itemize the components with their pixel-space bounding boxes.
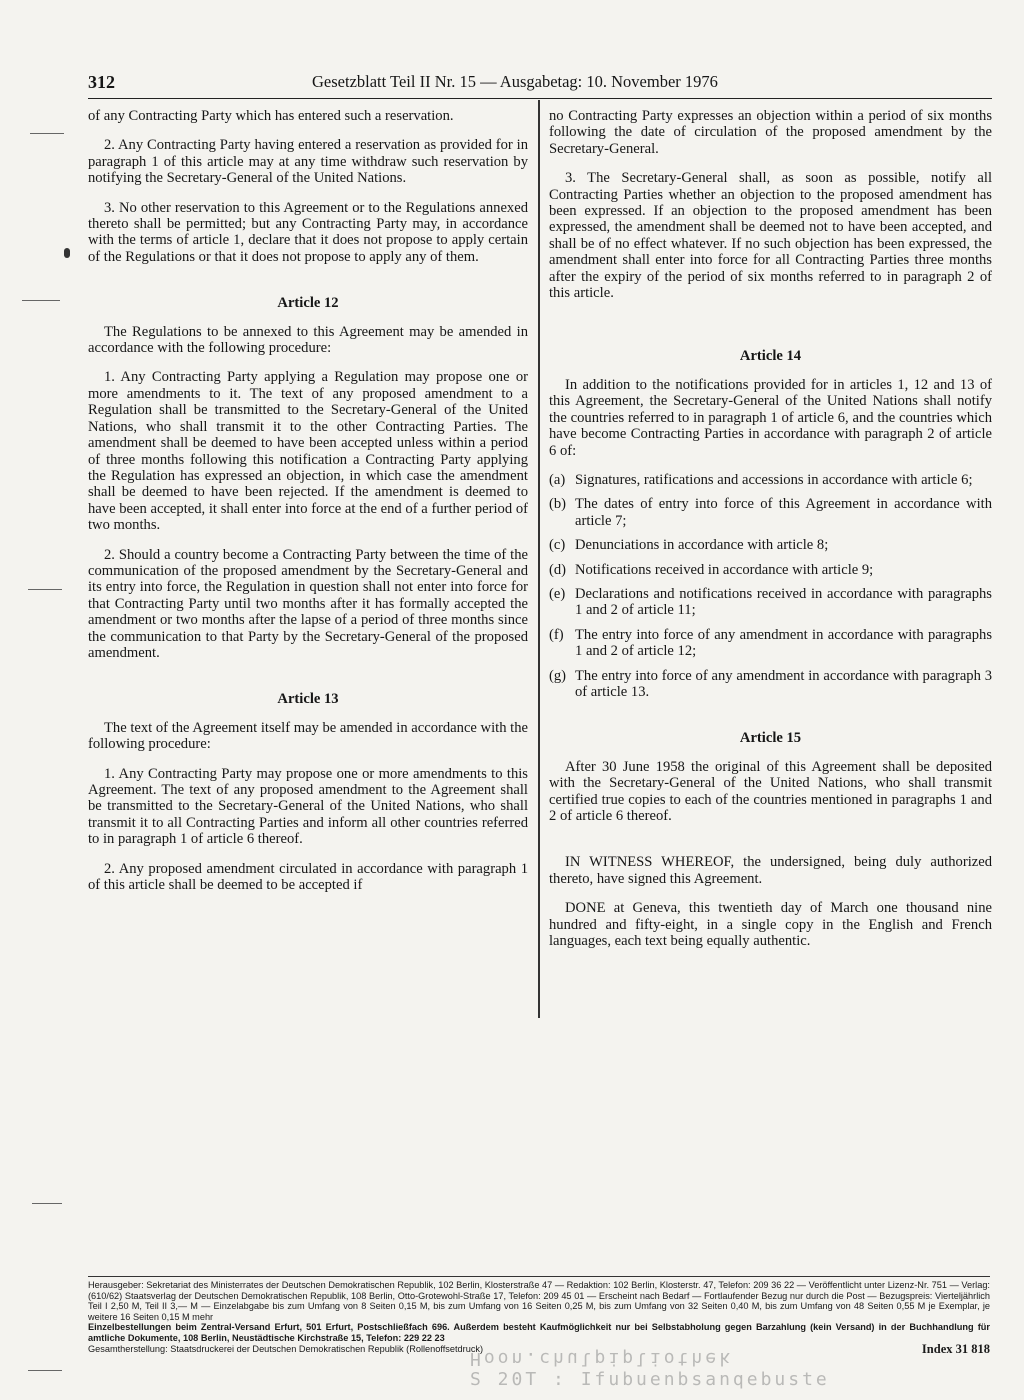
paragraph: 2. Any proposed amendment circulated in accordance with paragraph 1 of this article shall be deemed to be accepted if — [88, 860, 528, 894]
list-item: (d) Notifications received in accordance with article 9; — [549, 561, 874, 578]
imprint-printer: Gesamtherstellung: Staatsdruckerei der Deutschen Demokratischen Republik (Rollenoffsetdruck) — [88, 1343, 484, 1354]
margin-mark — [22, 300, 60, 301]
right-column — [549, 108, 992, 962]
imprint-orders: Einzelbestellungen beim Zentral-Versand Erfurt, 501 Erfurt, Postschließfach 696. Außerdem besteht Kaufmöglichkeit nur bei Selbstabholung gegen Barzahlung (kein Versand) in der Buchhandlung für amtliche Dokumente, 108 Berlin, Neustädtische Kirchstraße 15, Telefon: 229 22 23 — [88, 1322, 990, 1343]
paragraph: of any Contracting Party which has entered such a reservation. — [88, 108, 454, 124]
paragraph: 3. The Secretary-General shall, as soon as possible, notify all Contracting Parties whether an objection to the proposed amendment has been expressed. If an objection to the proposed amendment has been expressed, the amendment shall be deemed not to have been accepted, and shall be of no effect whatever. If no such objection has been expressed, the amendment shall enter into force for all Contracting Parties three months after the expiry of the period of six months referred to in paragraph 2 of this article. — [549, 170, 992, 302]
list-item: (b) The dates of entry into force of this Agreement in accordance with article 7; — [549, 496, 992, 529]
paragraph: 1. Any Contracting Party applying a Regulation may propose one or more amendments to it. The text of any proposed amendment to a Regulation shall be transmitted to the Secretary-General of the United Nations, who shall transmit it to the other Contracting Parties. The amendment shall be deemed to have been accepted unless within a period of three months following this notification a Contracting Party applying the Regulation has expressed an objection, in which case the amendment shall be deemed to have been rejected. If the amendment is deemed to have been accepted, it shall enter into force at the end of a further period of two months. — [88, 369, 528, 534]
paragraph: 2. Should a country become a Contracting Party between the time of the communication of the proposed amendment by the Secretary-General and its entry into force, the Regulation in question shall not enter into force for that Contracting Party until two months after it has formally accepted the amendment or two months after the lapse of a period of three months since the communication to that Party by the Secretary-General of the proposed amendment. — [88, 546, 528, 661]
article-heading: Article 12 — [277, 295, 339, 312]
margin-mark — [28, 1370, 62, 1371]
paragraph: 2. Any Contracting Party having entered a reservation as provided for in paragraph 1 of this article may at any time withdraw such reservation by notifying the Secretary-General of the United Nations. — [88, 137, 528, 187]
left-column — [88, 108, 528, 906]
margin-mark — [32, 1203, 62, 1204]
margin-mark — [30, 133, 64, 134]
imprint-publisher: Herausgeber: Sekretariat des Ministerrates der Deutschen Demokratischen Republik, 102 Berlin, Klosterstraße 47 — Redaktion: 102 Berlin, Klosterstr. 47, Telefon: 209 36 22 — Veröffentlicht unter Lizenz-Nr. 751 — Verlag: (610/62) Staatsverlag der Deutschen Demokratischen Republik, 108 Berlin, Otto-Grotewohl-Straße 17, Telefon: 209 45 01 — Erscheint nach Bedarf — Fortlaufender Bezug nur durch die Post — Bezugspreis: Vierteljährlich Teil I 2,50 M, Teil II 3,— M — Einzelabgabe bis zum Umfang von 8 Seiten 0,15 M, bis zum Umfang von 16 Seiten 0,25 M, bis zum Umfang von 32 Seiten 0,40 M, bis zum Umfang von 48 Seiten 0,55 M je Exemplar, je weitere 16 Seiten 0,15 M mehr — [88, 1280, 990, 1322]
list-item: (f) The entry into force of any amendment in accordance with paragraphs 1 and 2 of article 12; — [549, 626, 992, 660]
margin-mark — [64, 248, 70, 258]
paragraph: The Regulations to be annexed to this Agreement may be amended in accordance with the following procedure: — [88, 323, 528, 357]
notification-list — [549, 472, 992, 700]
article-heading: Article 15 — [739, 730, 802, 747]
stamp-line: S 20T : Ifubuenbsanqebuste — [470, 1369, 830, 1390]
column-divider — [538, 100, 540, 1018]
article-heading: Article 14 — [739, 348, 802, 365]
paragraph: no Contracting Party expresses an objection within a period of six months following the date of circulation of the proposed amendment by the Secretary-General. — [549, 108, 992, 157]
list-item: (e) Declarations and notifications received in accordance with paragraphs 1 and 2 of article 11; — [549, 585, 992, 619]
paragraph: IN WITNESS WHEREOF, the undersigned, being duly authorized thereto, have signed this Agreement. — [549, 854, 992, 887]
paragraph: In addition to the notifications provided for in articles 1, 12 and 13 of this Agreement, the Secretary-General of the United Nations shall notify the countries referred to in paragraph 1 of article 6, and the countries which have become Contracting Parties in accordance with paragraph 2 of article 6 of: — [549, 376, 992, 459]
index-number: Index 31 818 — [921, 1341, 990, 1356]
running-title: Gesetzblatt Teil II Nr. 15 — Ausgabetag: 10. November 1976 — [312, 72, 718, 91]
page-number: 312 — [88, 72, 115, 92]
stamp-line: Hoon.chulpipliothek — [470, 1348, 733, 1369]
margin-mark — [28, 589, 62, 590]
library-stamp — [470, 1348, 930, 1396]
paragraph: After 30 June 1958 the original of this Agreement shall be deposited with the Secretary-General of the United Nations, who shall transmit certified true copies to each of the countries mentioned in paragraphs 1 and 2 of article 6 thereof. — [549, 758, 992, 824]
page-header — [88, 70, 992, 99]
paragraph: DONE at Geneva, this twentieth day of March one thousand nine hundred and fifty-eight, in a single copy in the English and French languages, each text being equally authentic. — [549, 900, 992, 950]
paragraph: The text of the Agreement itself may be amended in accordance with the following procedure: — [88, 719, 528, 753]
list-item: (c) Denunciations in accordance with article 8; — [549, 537, 829, 554]
list-item: (a) Signatures, ratifications and accessions in accordance with article 6; — [549, 471, 973, 488]
imprint-footer — [88, 1276, 990, 1354]
paragraph: 3. No other reservation to this Agreement or to the Regulations annexed thereto shall be permitted; but any Contracting Party may, in accordance with the terms of article 1, declare that it does not propose to apply certain of the Regulations or that it does not propose to apply any of them. — [88, 199, 528, 265]
list-item: (g) The entry into force of any amendment in accordance with paragraph 3 of article 13. — [549, 667, 992, 700]
paragraph: 1. Any Contracting Party may propose one or more amendments to this Agreement. The text of any proposed amendment to the Agreement shall be transmitted to the Secretary-General of the United Nations, who shall transmit it to all Contracting Parties and inform all other countries referred to in paragraph 1 of article 6 thereof. — [88, 765, 528, 848]
article-heading: Article 13 — [277, 691, 339, 708]
